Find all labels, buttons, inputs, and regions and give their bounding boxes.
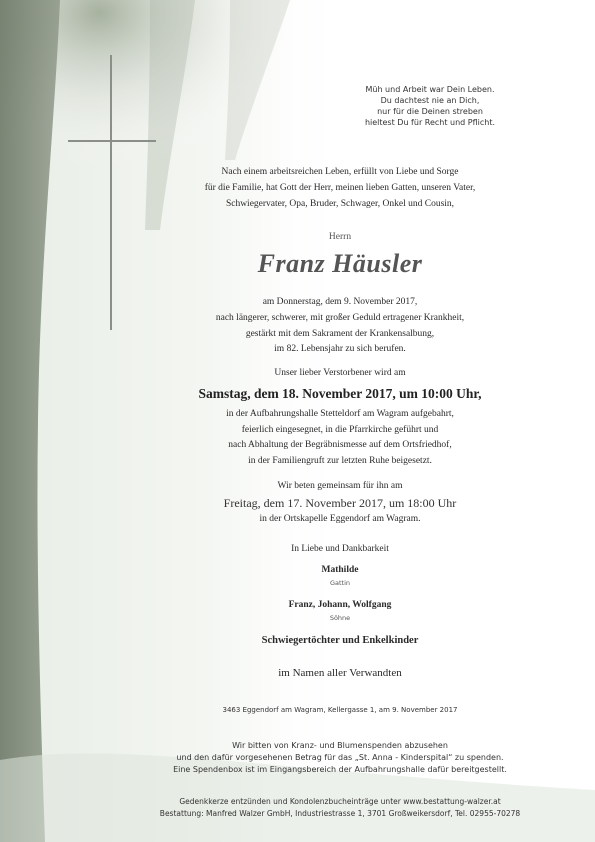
funeral-detail-line: in der Familiengruft zur letzten Ruhe beigesetzt. <box>248 456 432 466</box>
intro-line: Schwiegervater, Opa, Bruder, Schwager, Onkel und Cousin, <box>225 199 455 209</box>
funeral-detail-line: in der Aufbahrungshalle Stetteldorf am Wagram aufgebahrt, <box>226 409 454 419</box>
death-info-line: gestärkt mit dem Sakrament der Krankensalbung, <box>245 329 435 339</box>
mourner-name: Mathilde <box>321 565 359 575</box>
poem-line: hieltest Du für Recht und Pflicht. <box>364 118 496 127</box>
closing-line: In Liebe und Dankbarkeit <box>291 544 389 554</box>
poem-line: Du dachtest nie an Dich, <box>380 96 480 105</box>
cross-horizontal <box>68 140 156 142</box>
death-info-line: nach längerer, schwerer, mit großer Geduld ertragener Krankheit, <box>215 313 465 323</box>
mourner-name: Franz, Johann, Wolfgang <box>288 600 392 610</box>
poem-line: Müh und Arbeit war Dein Leben. <box>365 85 495 94</box>
funeral-detail-line: feierlich eingesegnet, in die Pfarrkirche geführt und <box>241 425 439 435</box>
death-info-line: am Donnerstag, dem 9. November 2017, <box>262 297 418 307</box>
relatives: Schwiegertöchter und Enkelkinder <box>261 635 419 646</box>
cross-vertical <box>110 55 112 330</box>
all-relatives: im Namen aller Verwandten <box>278 667 402 679</box>
funeral-intro: Unser lieber Verstorbener wird am <box>274 368 406 378</box>
prayer-date: Freitag, dem 17. November 2017, um 18:00 Uhr <box>223 496 457 510</box>
funeral-date: Samstag, dem 18. November 2017, um 10:00 Uhr, <box>198 386 482 401</box>
intro-line: für die Familie, hat Gott der Herr, meinen lieben Gatten, unseren Vater, <box>204 183 476 193</box>
address-line: 3463 Eggendorf am Wagram, Kellergasse 1, am 9. November 2017 <box>222 706 458 714</box>
funeral-detail-line: nach Abhaltung der Begräbnismesse auf dem Ortsfriedhof, <box>228 440 452 450</box>
prayer-place: in der Ortskapelle Eggendorf am Wagram. <box>259 514 421 524</box>
donation-line: Eine Spendenbox ist im Eingangsbereich der Aufbahrungshalle dafür bereitgestellt. <box>173 765 507 774</box>
mourner-role: Gattin <box>329 579 351 587</box>
mourner-role: Söhne <box>329 614 351 622</box>
prayer-intro: Wir beten gemeinsam für ihn am <box>277 481 403 491</box>
poem-line: nur für die Deinen streben <box>377 107 483 116</box>
deceased-name: Franz Häusler <box>257 249 423 278</box>
salutation: Herrn <box>328 232 352 242</box>
death-info-line: im 82. Lebensjahr zu sich berufen. <box>274 344 406 354</box>
intro-line: Nach einem arbeitsreichen Leben, erfüllt von Liebe und Sorge <box>221 167 459 177</box>
donation-line: und den dafür vorgesehenen Betrag für das „St. Anna - Kinderspital“ zu spenden. <box>176 753 504 762</box>
footer-line: Bestattung: Manfred Walzer GmbH, Industriestrasse 1, 3701 Großweikersdorf, Tel. 02955-70278 <box>159 809 521 818</box>
footer-line: Gedenkkerze entzünden und Kondolenzbucheinträge unter www.bestattung-walzer.at <box>179 797 501 806</box>
donation-line: Wir bitten von Kranz- und Blumenspenden abzusehen <box>232 741 448 750</box>
